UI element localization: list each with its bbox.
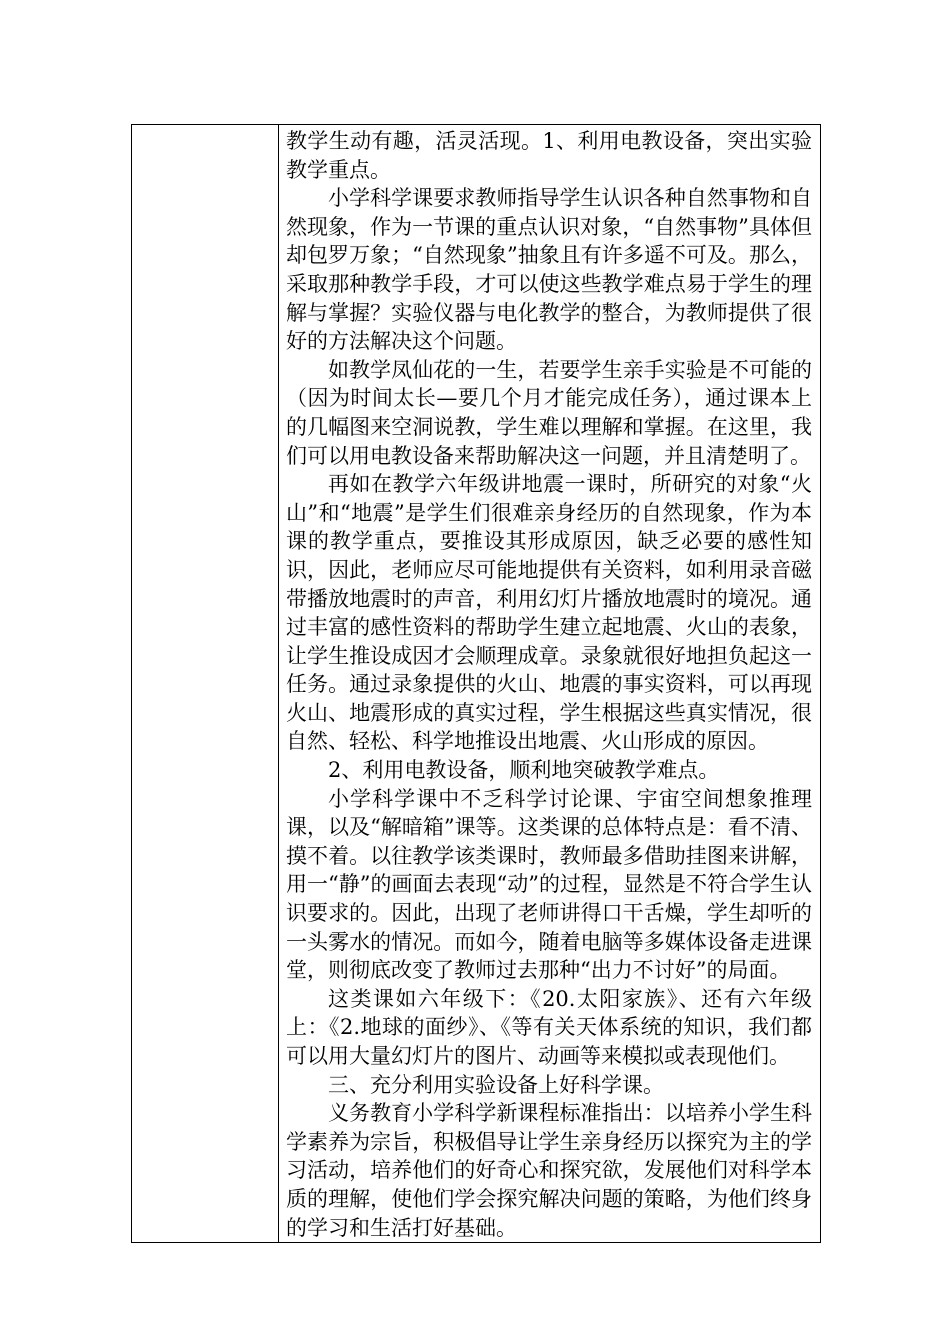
article-body: [279, 125, 820, 1242]
left-cell: [132, 125, 279, 1243]
document-table: [131, 124, 821, 1243]
paragraph-7: 这类课如六年级下：《20.太阳家族》、还有六年级上：《2.地球的面纱》、《等有关天体系统的知识，我们都可以用大量幻灯片的图片、动画等来模拟或表现他们。: [286, 986, 812, 1068]
paragraph-4: 再如在教学六年级讲地震一课时，所研究的对象“火山”和“地震”是学生们很难亲身经历的自然现象，作为本课的教学重点，要推设其形成原因，缺乏必要的感性知识，因此，老师应尽可能地提供有关资料，如利用录音磁带播放地震时的声音，利用幻灯片播放地震时的境况。通过丰富的感性资料的帮助学生建立起地震、火山的表象，让学生推设成因才会顺理成章。录象就很好地担负起这一任务。通过录象提供的火山、地震的事实资料，可以再现火山、地震形成的真实过程，学生根据这些真实情况，很自然、轻松、科学地推设出地震、火山形成的原因。: [286, 472, 812, 754]
paragraph-2: 小学科学课要求教师指导学生认识各种自然事物和自然现象，作为一节课的重点认识对象，“自然事物”具体但却包罗万象；“自然现象”抽象且有许多遥不可及。那么，采取那种教学手段，才可以使这些教学难点易于学生的理解与掌握？实验仪器与电化教学的整合，为教师提供了很好的方法解决这个问题。: [286, 186, 812, 354]
content-cell: [279, 125, 821, 1243]
section-heading-3: 三、充分利用实验设备上好科学课。: [328, 1072, 664, 1097]
paragraph-1: 教学生动有趣，活灵活现。1、利用电教设备，突出实验教学重点。: [286, 129, 812, 182]
section-heading-2: 2、利用电教设备，顺利地突破教学难点。: [328, 758, 720, 783]
paragraph-9: 义务教育小学科学新课程标准指出：以培养小学生科学素养为宗旨，积极倡导让学生亲身经历以探究为主的学习活动，培养他们的好奇心和探究欲，发展他们对科学本质的理解，使他们学会探究解决问题的策略，为他们终身的学习和生活打好基础。: [286, 1101, 812, 1240]
paragraph-3: 如教学凤仙花的一生，若要学生亲手实验是不可能的（因为时间太长—要几个月才能完成任务），通过课本上的几幅图来空洞说教，学生难以理解和掌握。在这里，我们可以用电教设备来帮助解决这一问题，并且清楚明了。: [286, 357, 812, 468]
table-row: [132, 125, 821, 1243]
paragraph-6: 小学科学课中不乏科学讨论课、宇宙空间想象推理课，以及“解暗箱”课等。这类课的总体特点是：看不清、摸不着。以往教学该类课时，教师最多借助挂图来讲解，用一“静”的画面去表现“动”的过程，显然是不符合学生认识要求的。因此，出现了老师讲得口干舌燥，学生却听的一头雾水的情况。而如今，随着电脑等多媒体设备走进课堂，则彻底改变了教师过去那种“出力不讨好”的局面。: [286, 786, 812, 983]
